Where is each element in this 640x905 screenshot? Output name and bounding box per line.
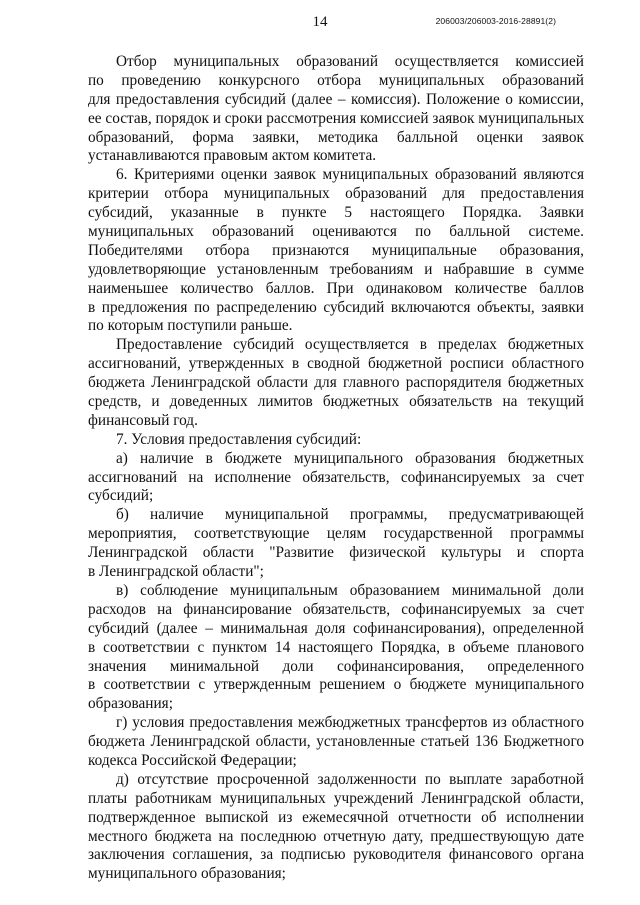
text-line: образования;	[88, 695, 173, 713]
text-line: для предоставления субсидий (далее – комиссия). Положение о комиссии,	[88, 90, 584, 108]
text-line: мероприятия, соответствующие целям государственной программы	[88, 525, 584, 543]
text-line: а) наличие в бюджете муниципального образования бюджетных	[116, 449, 584, 467]
text-line: Предоставление субсидий осуществляется в пределах бюджетных	[116, 336, 584, 354]
text-line: 6. Критериями оценки заявок муниципальных образований являются	[116, 166, 584, 184]
text-line: удовлетворяющие установленным требованиям и набравшие в сумме	[88, 260, 584, 278]
page-number: 14	[312, 14, 328, 30]
text-line: устанавливаются правовым актом комитета.	[88, 147, 377, 165]
text-line: муниципального образования;	[88, 865, 286, 883]
text-line: значения минимальной доли софинансирования, определенного	[88, 657, 584, 675]
text-line: д) отсутствие просроченной задолженности по выплате заработной	[116, 770, 584, 788]
text-line: в предложения по распределению субсидий включаются объекты, заявки	[88, 298, 584, 316]
text-line: б) наличие муниципальной программы, предусматривающей	[116, 506, 584, 524]
text-line: расходов на финансирование обязательств, софинансируемых за счет	[88, 600, 584, 618]
text-line: Ленинградской области "Развитие физической культуры и спорта	[88, 544, 584, 562]
text-line: субсидий (далее – минимальная доля софинансирования), определенной	[88, 619, 584, 637]
text-line: в соответствии с пунктом 14 настоящего Порядка, в объеме планового	[88, 638, 584, 656]
text-line: бюджета Ленинградской области для главного распорядителя бюджетных	[88, 374, 584, 392]
text-line: подтвержденное выпиской из ежемесячной отчетности об исполнении	[88, 808, 584, 826]
text-line: заключения соглашения, за подписью руководителя финансового органа	[88, 846, 584, 864]
text-line: в соответствии с утвержденным решением о бюджете муниципального	[88, 676, 584, 694]
text-line: по проведению конкурсного отбора муниципальных образований	[88, 71, 584, 89]
text-line: платы работникам муниципальных учреждений Ленинградской области,	[88, 789, 584, 807]
text-line: Победителями отбора признаются муниципальные образования,	[88, 241, 584, 259]
text-line: ее состав, порядок и сроки рассмотрения комиссией заявок муниципальных	[88, 109, 585, 127]
text-line: субсидий, указанные в пункте 5 настоящего Порядка. Заявки	[88, 204, 584, 222]
text-line: наименьшее количество баллов. При одинаковом количестве баллов	[88, 279, 584, 297]
text-line: 7. Условия предоставления субсидий:	[116, 430, 362, 448]
text-line: кодекса Российской Федерации;	[88, 751, 297, 769]
text-line: ассигнований, утвержденных в сводной бюджетной росписи областного	[88, 355, 584, 373]
document-id: 206003/206003-2016-28891(2)	[435, 16, 556, 26]
text-line: Отбор муниципальных образований осуществляется комиссией	[116, 53, 584, 70]
text-line: г) условия предоставления межбюджетных трансфертов из областного	[116, 714, 584, 732]
text-line: местного бюджета на последнюю отчетную дату, предшествующую дате	[88, 827, 584, 845]
text-line: в Ленинградской области";	[88, 563, 264, 581]
document-body	[88, 53, 584, 884]
text-line: финансовый год.	[88, 411, 198, 429]
text-line: по которым поступили раньше.	[88, 317, 293, 335]
text-line: ассигнований на исполнение обязательств, софинансируемых за счет	[88, 468, 584, 486]
text-line: критерии отбора муниципальных образований для предоставления	[88, 185, 584, 203]
text-line: бюджета Ленинградской области, установленные статьей 136 Бюджетного	[88, 733, 584, 751]
text-line: субсидий;	[88, 487, 154, 505]
text-line: муниципальных образований оцениваются по балльной системе.	[88, 223, 584, 241]
text-line: средств, и доведенных лимитов бюджетных обязательств на текущий	[88, 393, 584, 411]
text-line: в) соблюдение муниципальным образованием минимальной доли	[116, 581, 584, 599]
text-line: образований, форма заявки, методика балльной оценки заявок	[88, 128, 584, 146]
